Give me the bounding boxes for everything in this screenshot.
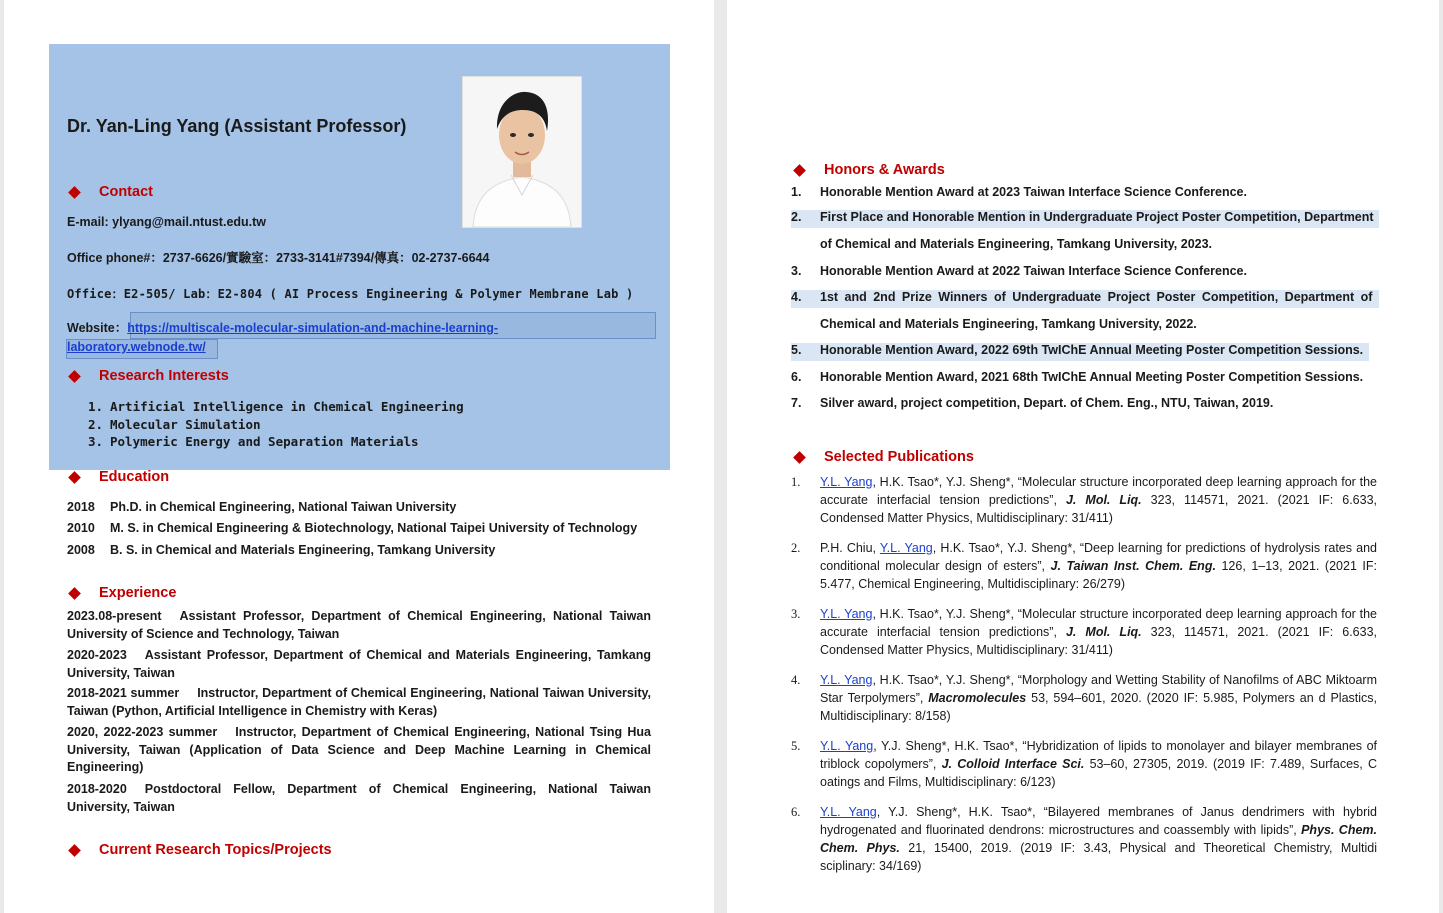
- list-item-continued: of Chemical and Materials Engineering, Tamkang University, 2023.: [820, 237, 1213, 251]
- website-label: Website：: [67, 321, 128, 335]
- publication-item: 1. Y.L. Yang, H.K. Tsao*, Y.J. Sheng*, “Molecular structure incorporated deep learning approach for the accurate interfacial tension predictions”, J. Mol. Liq. 323, 114571, 2021. (2021 IF: 6.633, Condensed Matter Physics, Multidisciplinary: 31/411): [791, 475, 1377, 525]
- author-link[interactable]: Y.L. Yang: [820, 805, 877, 819]
- diamond-bullet-icon: [793, 451, 806, 464]
- list-item: 6. Honorable Mention Award, 2021 68th TwIChE Annual Meeting Poster Competition Sessions.: [791, 370, 1364, 384]
- list-item: 3. Honorable Mention Award at 2022 Taiwan Interface Science Conference.: [791, 264, 1247, 278]
- author-link[interactable]: Y.L. Yang: [879, 541, 933, 555]
- publications-heading-label: Selected Publications: [824, 449, 974, 465]
- experience-heading-label: Experience: [99, 585, 177, 601]
- list-item: 2023.08-present Assistant Professor, Department of Chemical Engineering, National Taiwan University of Science and Technology, Taiwan: [67, 609, 651, 641]
- contact-heading-label: Contact: [99, 184, 153, 200]
- research-list: [88, 398, 464, 451]
- contact-phone: Office phone#：2737-6626/實驗室：2733-3141#7394/傳真：02-2737-6644: [67, 251, 490, 265]
- education-heading: [70, 469, 169, 485]
- website-row: [67, 318, 498, 336]
- experience-heading: [70, 585, 176, 601]
- author-link[interactable]: Y.L. Yang: [820, 475, 873, 489]
- contact-office: Office：E2-505/ Lab：E2-804 ( AI Process Engineering & Polymer Membrane Lab ): [67, 287, 634, 301]
- research-heading-label: Research Interests: [99, 368, 229, 384]
- list-item: 2. First Place and Honorable Mention in Undergraduate Project Poster Competition, Department: [791, 210, 1379, 228]
- list-item: 2020-2023 Assistant Professor, Department of Chemical and Materials Engineering, Tamkang University, Taiwan: [67, 648, 651, 680]
- list-item: 3. Polymeric Energy and Separation Materials: [88, 434, 419, 449]
- page-left: [4, 0, 714, 913]
- projects-heading-label: Current Research Topics/Projects: [99, 842, 332, 858]
- list-item-continued: Chemical and Materials Engineering, Tamkang University, 2022.: [820, 317, 1197, 331]
- publication-item: 4. Y.L. Yang, H.K. Tsao*, Y.J. Sheng*, “Morphology and Wetting Stability of Nanofilms of ABC Miktoarm Star Terpolymers”, Macromolecules 53, 594–601, 2020. (2020 IF: 5.985, Polymers an d Plastics, Multidisciplinary: 8/158): [791, 673, 1377, 723]
- list-item: 2. Molecular Simulation: [88, 416, 261, 432]
- projects-heading: [70, 842, 332, 858]
- list-item: 2008 B. S. in Chemical and Materials Engineering, Tamkang University: [67, 543, 496, 557]
- list-item: 5. Honorable Mention Award, 2022 69th TwIChE Annual Meeting Poster Competition Sessions.: [791, 343, 1369, 361]
- list-item: 1. Honorable Mention Award at 2023 Taiwan Interface Science Conference.: [791, 185, 1247, 199]
- profile-photo: [462, 76, 582, 228]
- website-row-2: [67, 340, 206, 354]
- diamond-bullet-icon: [68, 587, 81, 600]
- contact-email: E-mail: ylyang@mail.ntust.edu.tw: [67, 215, 267, 229]
- diamond-bullet-icon: [68, 844, 81, 857]
- contact-heading: [70, 184, 153, 200]
- list-item: 2018-2020 Postdoctoral Fellow, Department of Chemical Engineering, National Taiwan University, Taiwan: [67, 782, 651, 814]
- diamond-bullet-icon: [68, 471, 81, 484]
- honors-heading: [795, 162, 945, 178]
- website-link[interactable]: https://multiscale-molecular-simulation-and-machine-learning-: [127, 321, 499, 335]
- page-title: Dr. Yan-Ling Yang (Assistant Professor): [67, 116, 407, 136]
- publication-item: 6. Y.L. Yang, Y.J. Sheng*, H.K. Tsao*, “Bilayered membranes of Janus dendrimers with hybrid hydrogenated and fluorinated dendrons: microstructures and coassembly with lipids”, Phys. Chem. Chem. Phys. 21, 15400, 2019. (2019 IF: 3.43, Physical and Theoretical Chemistry, Multidi sciplinary: 34/169): [791, 805, 1377, 873]
- list-item: 2020, 2022-2023 summer Instructor, Department of Chemical Engineering, National Tsing Hua University, Taiwan (Application of Data Science and Deep Machine Learning in Chemical Engineering): [67, 725, 652, 774]
- author-link[interactable]: Y.L. Yang: [820, 739, 874, 753]
- publication-item: 3. Y.L. Yang, H.K. Tsao*, Y.J. Sheng*, “Molecular structure incorporated deep learning approach for the accurate interfacial tension predictions”, J. Mol. Liq. 323, 114571, 2021. (2021 IF: 6.633, Condensed Matter Physics, Multidisciplinary: 31/411): [791, 607, 1377, 657]
- author-link[interactable]: Y.L. Yang: [820, 607, 873, 621]
- list-item: 7. Silver award, project competition, Depart. of Chem. Eng., NTU, Taiwan, 2019.: [791, 396, 1274, 410]
- list-item: 4. 1st and 2nd Prize Winners of Undergraduate Project Poster Competition, Department of: [791, 290, 1379, 308]
- honors-heading-label: Honors & Awards: [824, 162, 945, 178]
- publication-item: 2. P.H. Chiu, Y.L. Yang, H.K. Tsao*, Y.J. Sheng*, “Deep learning for predictions of hydrolysis rates and conditional molecular design of esters”, J. Taiwan Inst. Chem. Eng. 126, 1–13, 2021. (2021 IF: 5.477, Chemical Engineering, Multidisciplinary: 26/279): [791, 541, 1377, 591]
- author-link[interactable]: Y.L. Yang: [820, 673, 873, 687]
- list-item: 2018 Ph.D. in Chemical Engineering, National Taiwan University: [67, 500, 457, 514]
- list-item: 2010 M. S. in Chemical Engineering & Biotechnology, National Taipei University of Technology: [67, 521, 638, 535]
- list-item: 2018-2021 summer Instructor, Department of Chemical Engineering, National Taiwan University, Taiwan (Python, Artificial Intelligence in Chemistry with Keras): [67, 686, 651, 718]
- publication-item: 5. Y.L. Yang, Y.J. Sheng*, H.K. Tsao*, “Hybridization of lipids to monolayer and bilayer membranes of triblock copolymers”, J. Colloid Interface Sci. 53–60, 27305, 2019. (2019 IF: 7.489, Surfaces, C oatings and Films, Multidisciplinary: 6/123): [791, 739, 1377, 789]
- diamond-bullet-icon: [793, 164, 806, 177]
- diamond-bullet-icon: [68, 370, 81, 383]
- publications-heading: [795, 449, 974, 465]
- diamond-bullet-icon: [68, 186, 81, 199]
- page-right: [727, 0, 1439, 913]
- list-item: 1. Artificial Intelligence in Chemical Engineering: [88, 399, 464, 414]
- education-heading-label: Education: [99, 469, 170, 485]
- research-heading: [70, 368, 229, 384]
- website-link-continued[interactable]: laboratory.webnode.tw/: [67, 340, 206, 354]
